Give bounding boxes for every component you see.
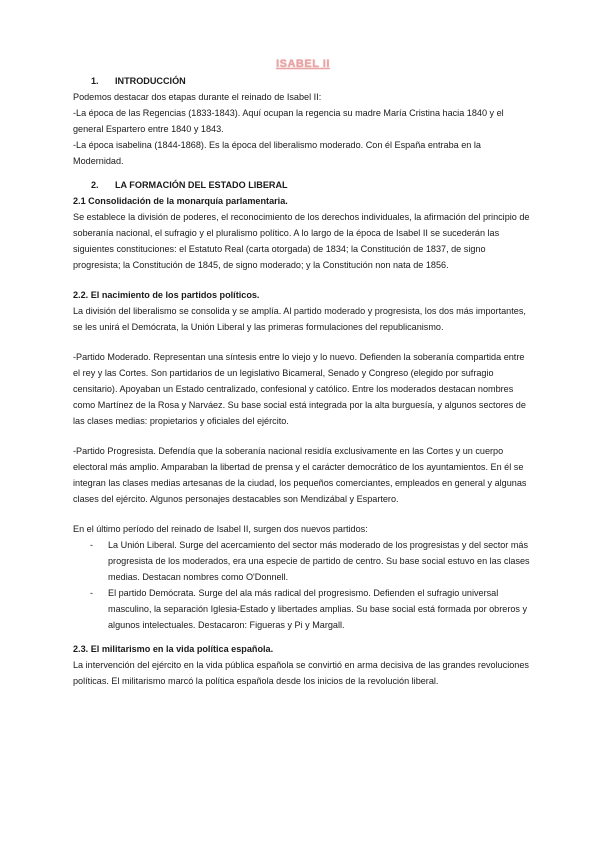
section-1-title: INTRODUCCIÓN <box>115 76 186 86</box>
subsection-2-3-heading: 2.3. El militarismo en la vida política española. <box>73 644 274 654</box>
section-1-intro: Podemos destacar dos etapas durante el reinado de Isabel II: <box>73 92 322 102</box>
document-page <box>73 56 533 689</box>
section-1-number: 1. <box>91 76 99 86</box>
section-1-stage-1: -La época de las Regencias (1833-1843). Aquí ocupan la regencia su madre María Cristina hacia 1840 y el general Espartero entre 1840 y 1843. <box>73 108 504 134</box>
subsection-2-3-text: La intervención del ejército en la vida pública española se convirtió en arma decisiva de las grandes revoluciones políticas. El militarismo marcó la política española desde los inicios de la revolución liberal. <box>73 660 529 686</box>
list-item-union-liberal: - La Unión Liberal. Surge del acercamiento del sector más moderado de los progresistas y del sector más progresista de los moderados, era una especie de partido de centro. Su base social estuvo en las clases medias. Destacan nombres como O'Donnell. <box>73 537 533 585</box>
subsection-2-2-text: La división del liberalismo se consolida y se amplía. Al partido moderado y progresista, los dos más importantes, se les unirá el Demócrata, la Unión Liberal y las primeras formulaciones del republicanismo. <box>73 306 526 332</box>
document-title: ISABEL II <box>276 58 330 70</box>
section-2-title: LA FORMACIÓN DEL ESTADO LIBERAL <box>115 180 288 190</box>
partido-progresista-paragraph: -Partido Progresista. Defendía que la soberanía nacional residía exclusivamente en las Cortes y un cuerpo electoral más amplio. Amparaban la libertad de prensa y el carácter democrático de los ayuntamientos. En él se integran las clases medias artesanas de la ciudad, los pequeños comerciantes, empleados en general y algunas clases del ejército. Algunos personajes destacables son Mendizábal y Espartero. <box>73 446 527 504</box>
subsection-2-2-heading: 2.2. El nacimiento de los partidos políticos. <box>73 290 260 300</box>
subsection-2-1-text: Se establece la división de poderes, el reconocimiento de los derechos individuales, la afirmación del principio de soberanía nacional, el sufragio y el pluralismo político. A lo largo de la época de Isabel II se sucederán las siguientes constituciones: el Estatuto Real (carta otorgada) de 1834; la Constitución de 1837, de signo progresista; la Constitución de 1845, de signo moderado; y la Constitución non nata de 1856. <box>73 212 530 270</box>
section-2-number: 2. <box>91 180 99 190</box>
partido-moderado-paragraph: -Partido Moderado. Representan una síntesis entre lo viejo y lo nuevo. Defienden la soberanía compartida entre el rey y las Cortes. Son partidarios de un legislativo Bicameral, Senado y Congreso (elegido por sufragio censitario). Apoyaban un Estado centralizado, confesional y católico. Entre los moderados destacan nombres como Martínez de la Rosa y Narváez. Su base social está integrada por la alta burguesía, y algunos sectores de las clases medias: propietarios y oficiales del ejército. <box>73 352 526 426</box>
section-2-heading <box>73 177 533 193</box>
section-1-heading <box>73 73 533 89</box>
section-1-stage-2: -La época isabelina (1844-1868). Es la época del liberalismo moderado. Con él España entraba en la Modernidad. <box>73 140 481 166</box>
new-parties-list <box>73 537 533 633</box>
subsection-2-1-heading: 2.1 Consolidación de la monarquía parlamentaria. <box>73 196 288 206</box>
list-item-democrata: - El partido Demócrata. Surge del ala más radical del progresismo. Defienden el sufragio universal masculino, la separación Iglesia-Estado y libertades amplias. Su base social está formada por obreros y algunos intelectuales. Destacaron: Figueras y Pi y Margall. <box>73 585 533 633</box>
new-parties-intro: En el último período del reinado de Isabel II, surgen dos nuevos partidos: <box>73 524 368 534</box>
